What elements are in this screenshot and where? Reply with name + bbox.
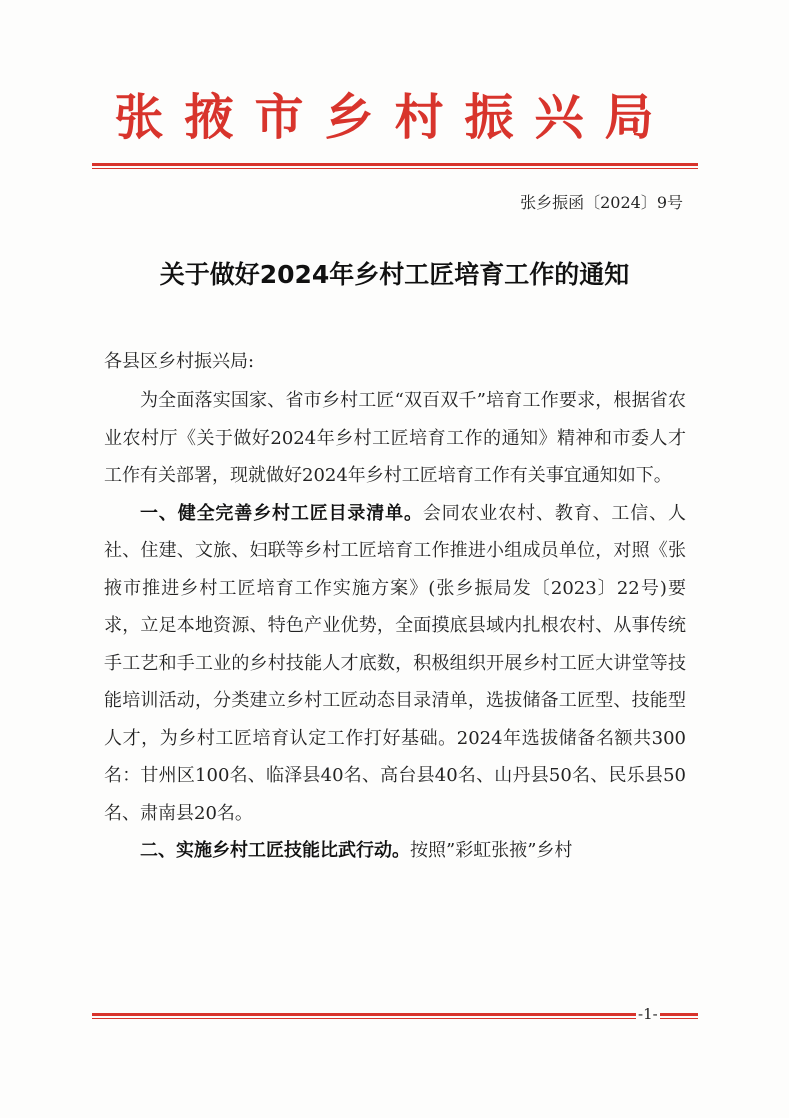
section-heading: 二、实施乡村工匠技能比武行动。 xyxy=(140,840,410,861)
document-title: 关于做好2024年乡村工匠培育工作的通知 xyxy=(159,260,630,289)
header-red-rule-thin xyxy=(92,168,698,169)
section-heading: 一、健全完善乡村工匠目录清单。 xyxy=(140,502,423,524)
header-red-rule-thick xyxy=(92,163,698,166)
issuing-organization-header: 张掖市乡村振兴局 xyxy=(114,89,675,146)
footer-red-rule-thick xyxy=(92,1013,698,1016)
document-number: 张乡振函〔2024〕9号 xyxy=(520,193,683,212)
section-text: 会同农业农村、教育、工信、人社、住建、文旅、妇联等乡村工匠培育工作推进小组成员单位，对照《张掖市推进乡村工匠培育工作实施方案》(张乡振局发〔2023〕22号)要求，立足本地资源、特色产业优势，全面摸底县域内扎根农村、从事传统手工艺和手工业的乡村技能人才底数，积极组织开展乡村工匠大讲堂等技能培训活动，分类建立乡村工匠动态目录清单，选拔储备工匠型、技能型人才，为乡村工匠培育认定工作打好基础。2024年选拔储备名额共300名：甘州区100名、临泽县40名、高台县40名、山丹县50名、民乐县50名、肃南县20名。 xyxy=(104,502,687,824)
section-paragraph xyxy=(104,495,686,833)
salutation: 各县区乡村振兴局: xyxy=(104,351,255,372)
document-body xyxy=(104,382,686,870)
section-paragraph xyxy=(104,832,686,870)
intro-paragraph: 为全面落实国家、省市乡村工匠“双百双千”培育工作要求，根据省农业农村厅《关于做好2024年乡村工匠培育工作的通知》精神和市委人才工作有关部署，现就做好2024年乡村工匠培育工作有关事宜通知如下。 xyxy=(104,390,686,486)
page-number: -1- xyxy=(638,1005,658,1023)
footer-red-rule-thin xyxy=(92,1018,698,1019)
section-text: 按照”彩虹张掖”乡村 xyxy=(410,840,573,861)
